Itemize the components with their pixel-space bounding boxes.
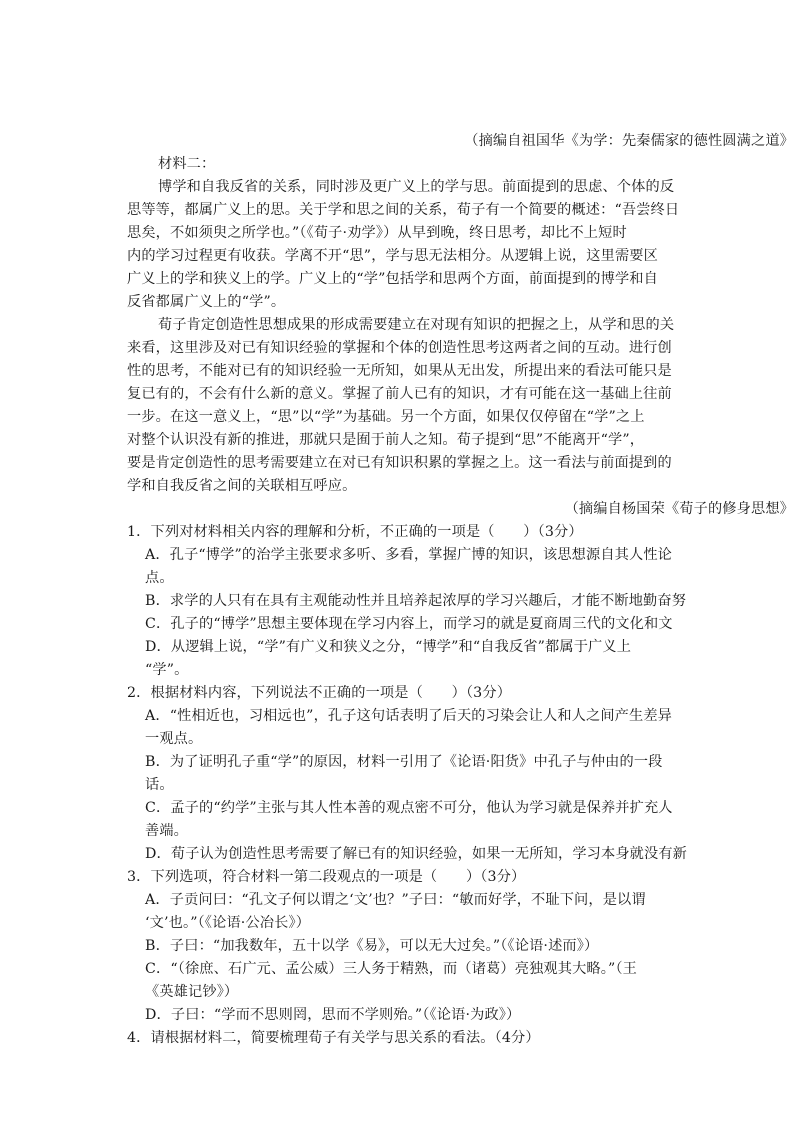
question-2-option-b: B．为了证明孔子重“学”的原因，材料一引用了《论语·阳货》中孔子与仲由的一段 xyxy=(145,754,663,770)
question-3-option-a: A．子贡问曰：“孔文子何以谓之‘文’也？”子曰：“敏而好学，不耻下问，是以谓 xyxy=(145,892,646,908)
question-2-option-c: C．孟子的“约学”主张与其人性本善的观点密不可分，他认为学习就是保养并扩充人 xyxy=(145,800,673,816)
paragraph-line: 广义上的学和狭义上的学。广义上的“学”包括学和思两个方面，前面提到的博学和自 xyxy=(127,271,658,287)
question-1-option-b: B．求学的人只有在具有主观能动性并且培养起浓厚的学习兴趣后，才能不断地勤奋努 xyxy=(145,593,687,609)
paragraph-line: 来看，这里涉及对已有知识经验的掌握和个体的创造性思考这两者之间的互动。进行创 xyxy=(127,340,672,356)
material-2-heading: 材料二： xyxy=(158,156,216,172)
paragraph-line: 复已有的，不会有什么新的意义。掌握了前人已有的知识，才有可能在这一基础上往前 xyxy=(127,386,672,402)
paragraph-line: 要是肯定创造性的思考需要建立在对已有知识积累的掌握之上。这一看法与前面提到的 xyxy=(127,455,672,471)
question-1-option-a-cont: 点。 xyxy=(145,570,174,586)
question-2-option-c-cont: 善端。 xyxy=(145,823,189,839)
paragraph-line: 学和自我反省之间的关联相互呼应。 xyxy=(127,478,357,494)
paragraph-line: 博学和自我反省的关系，同时涉及更广义上的学与思。前面提到的思虑、个体的反 xyxy=(158,179,675,195)
question-3-option-a-cont: ‘文’也。”（《论语·公冶长》） xyxy=(145,915,311,931)
question-1-option-a: A．孔子“博学”的治学主张要求多听、多看，掌握广博的知识，该思想源自其人性论 xyxy=(145,547,673,563)
source-citation-2: （摘编自杨国荣《荀子的修身思想》 xyxy=(564,501,794,517)
paragraph-line: 对整个认识没有新的推进，那就只是囿于前人之知。荀子提到“思”不能离开“学”， xyxy=(127,432,645,448)
paragraph-line: 反省都属广义上的“学”。 xyxy=(127,294,286,310)
question-2-option-d: D．荀子认为创造性思考需要了解已有的知识经验，如果一无所知，学习本身就没有新 xyxy=(145,846,688,862)
paragraph-line: 性的思考，不能对已有的知识经验一无所知，如果从无出发，所提出来的看法可能只是 xyxy=(127,363,672,379)
paragraph-line: 一步。在这一意义上，“思”以“学”为基础。另一个方面，如果仅仅停留在“学”之上 xyxy=(127,409,645,425)
paragraph-line: 思矣，不如须臾之所学也。”（《荀子·劝学》）从早到晚，终日思考，却比不上短时 xyxy=(127,225,627,241)
paragraph-line: 思等等，都属广义上的思。关于学和思之间的关系，荀子有一个简要的概述：“吾尝终日 xyxy=(127,202,680,218)
question-1-option-d: D．从逻辑上说，“学”有广义和狭义之分，“博学”和“自我反省”都属于广义上 xyxy=(145,639,632,655)
question-2-option-a-cont: 一观点。 xyxy=(145,731,203,747)
question-3-option-d: D．子曰：“学而不思则罔，思而不学则殆。”（《论语·为政》） xyxy=(145,1007,521,1023)
question-3-option-c-cont: 《英雄记钞》） xyxy=(145,984,239,1000)
question-3-option-b: B．子曰：“加我数年，五十以学《易》，可以无大过矣。”（《论语·述而》） xyxy=(145,938,599,954)
question-3-option-c: C．“（徐庶、石广元、孟公威）三人务于精熟，而（诸葛）亮独观其大略。”（王 xyxy=(145,961,637,977)
question-1-option-d-cont: “学”。 xyxy=(145,662,189,678)
source-citation-1: （摘编自祖国华《为学：先秦儒家的德性圆满之道》 xyxy=(464,133,794,149)
question-2-option-b-cont: 话。 xyxy=(145,777,174,793)
question-4-stem: 4．请根据材料二，简要梳理荀子有关学与思关系的看法。（4分） xyxy=(127,1030,540,1046)
question-2-option-a: A．“性相近也，习相远也”，孔子这句话表明了后天的习染会让人和人之间产生差异 xyxy=(145,708,673,724)
question-1-option-c: C．孔子的“博学”思想主要体现在学习内容上，而学习的就是夏商周三代的文化和文 xyxy=(145,616,673,632)
question-3-stem: 3．下列选项，符合材料一第二段观点的一项是（ ）（3分） xyxy=(127,869,526,885)
paragraph-line: 荀子肯定创造性思想成果的形成需要建立在对现有知识的把握之上，从学和思的关 xyxy=(158,317,675,333)
paragraph-line: 内的学习过程更有收获。学离不开“思”，学与思无法相分。从逻辑上说，这里需要区 xyxy=(127,248,658,264)
question-2-stem: 2．根据材料内容，下列说法不正确的一项是（ ）（3分） xyxy=(127,685,512,701)
question-1-stem: 1．下列对材料相关内容的理解和分析，不正确的一项是（ ）（3分） xyxy=(127,524,583,540)
